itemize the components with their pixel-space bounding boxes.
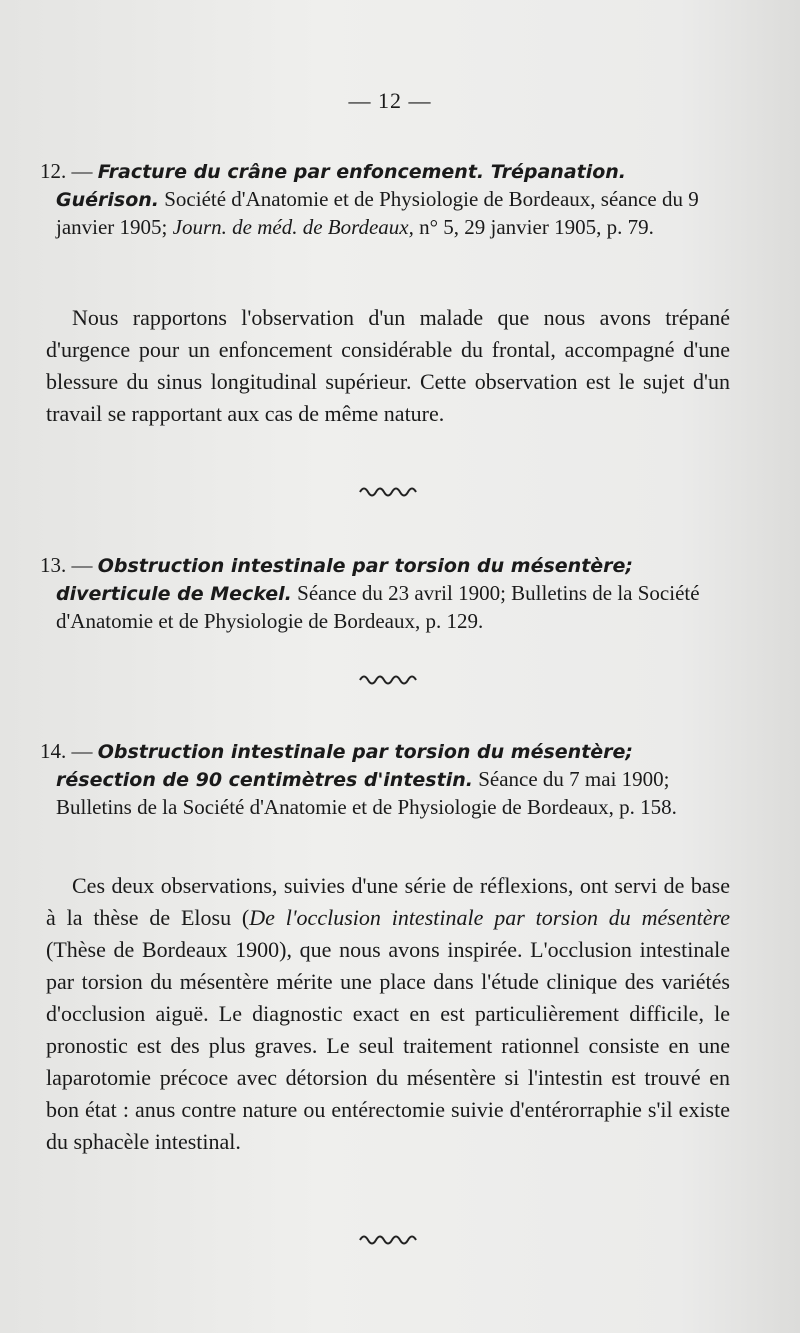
journal-name: Journ. de méd. de Bordeaux, bbox=[172, 215, 414, 239]
entry-title: Fracture du crâne par enfoncement. Trépanation. Guérison. bbox=[56, 161, 627, 211]
paragraph-discussion bbox=[46, 870, 730, 1158]
bibliography-entry-13 bbox=[40, 552, 730, 635]
paragraph-text: Ces deux observations, suivies d'une série de réflexions, ont servi de base à la thèse de Elosu ( bbox=[46, 873, 730, 930]
entry-reference: Société d'Anatomie et de Physiologie de Bordeaux, séance du 9 janvier 1905; bbox=[56, 187, 699, 239]
entry-title: Obstruction intestinale par torsion du mésentère; résection de 90 centimètres d'intestin. bbox=[56, 741, 634, 791]
paragraph-text-cont: (Thèse de Bordeaux 1900), que nous avons inspirée. L'occlusion intestinale par torsion du mésentère mérite une place dans l'étude clinique des variétés d'occlusion aiguë. Le diagnostic exact en est particulièrement difficile, le pronostic est des plus graves. Le seul traitement rationnel consiste en une laparotomie précoce avec détorsion du mésentère si l'intestin est trouvé en bon état : anus contre nature ou entérectomie suivie d'entérorraphie s'il existe du sphacèle intestinal. bbox=[46, 937, 730, 1154]
paragraph-observation bbox=[46, 302, 730, 430]
entry-reference-end: n° 5, 29 janvier 1905, p. 79. bbox=[413, 215, 654, 239]
entry-number: 14. — bbox=[40, 739, 98, 763]
entry-reference: Séance du 23 avril 1900; Bulletins de la Société d'Anatomie et de Physiologie de Bordeaux, p. 129. bbox=[56, 581, 700, 633]
thesis-title: De l'occlusion intestinale par torsion du mésentère bbox=[249, 905, 730, 930]
entry-title: Obstruction intestinale par torsion du mésentère; diverticule de Meckel. bbox=[56, 555, 634, 605]
wavy-ornament bbox=[0, 484, 780, 503]
entry-number: 12. — bbox=[40, 159, 98, 183]
paragraph-text: Nous rapportons l'observation d'un malade que nous avons trépané d'urgence pour un enfoncement considérable du frontal, accompagné d'une blessure du sinus longitudinal supérieur. Cette observation est le sujet d'un travail se rapportant aux cas de même nature. bbox=[46, 305, 730, 426]
bibliography-entry-14 bbox=[40, 738, 730, 821]
entry-number: 13. — bbox=[40, 553, 98, 577]
page-number: — 12 — bbox=[348, 88, 432, 113]
bibliography-entry-12 bbox=[40, 158, 730, 241]
wavy-ornament bbox=[0, 1232, 780, 1251]
entry-reference: Séance du 7 mai 1900; Bulletins de la Société d'Anatomie et de Physiologie de Bordeaux, p. 158. bbox=[56, 767, 677, 819]
wavy-ornament bbox=[0, 672, 780, 691]
